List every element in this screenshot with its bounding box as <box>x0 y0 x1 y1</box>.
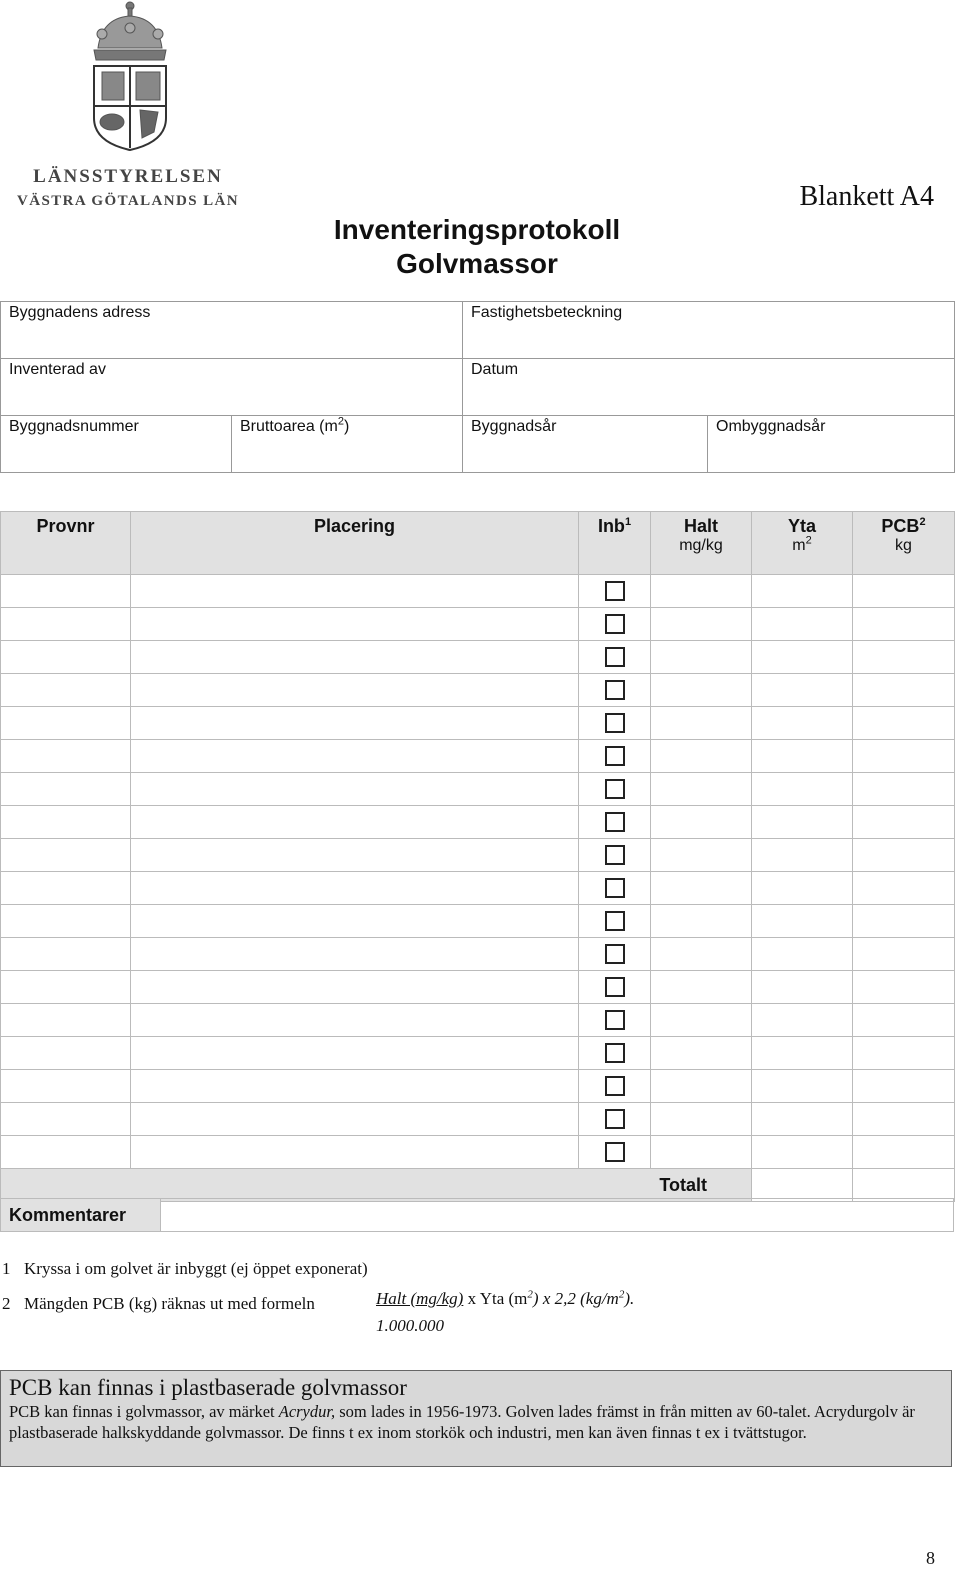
halt-cell[interactable] <box>651 1037 752 1070</box>
placering-cell[interactable] <box>131 1004 579 1037</box>
table-row <box>1 740 955 773</box>
pcb-formula: Halt (mg/kg) x Yta $(m^2)$ x 2,2 $(kg/m^2)$. <box>376 1288 635 1308</box>
placering-cell[interactable] <box>131 1070 579 1103</box>
yta-cell[interactable] <box>752 938 853 971</box>
yta-cell[interactable] <box>752 641 853 674</box>
provnr-cell[interactable] <box>1 1136 131 1169</box>
halt-cell[interactable] <box>651 872 752 905</box>
halt-cell[interactable] <box>651 938 752 971</box>
inb-cell[interactable] <box>579 905 651 938</box>
table-row <box>1 806 955 839</box>
col-provnr: Provnr <box>1 512 131 575</box>
table-row <box>1 707 955 740</box>
form-id: Blankett A4 <box>799 181 934 212</box>
table-row <box>1 575 955 608</box>
col-placering: Placering <box>131 512 579 575</box>
halt-cell[interactable] <box>651 839 752 872</box>
inb-checkbox[interactable] <box>605 680 625 700</box>
inb-checkbox[interactable] <box>605 944 625 964</box>
provnr-cell[interactable] <box>1 1070 131 1103</box>
pcb-cell[interactable] <box>853 872 955 905</box>
halt-cell[interactable] <box>651 674 752 707</box>
yta-cell[interactable] <box>752 1004 853 1037</box>
inb-cell[interactable] <box>579 839 651 872</box>
table-row <box>1 641 955 674</box>
inb-cell[interactable] <box>579 1103 651 1136</box>
inb-cell[interactable] <box>579 575 651 608</box>
col-yta: Yta $m^2$ <box>752 512 853 575</box>
inventoried-by-label: Inventerad av <box>9 361 106 378</box>
inb-checkbox[interactable] <box>605 779 625 799</box>
comments-field[interactable] <box>161 1199 954 1232</box>
built-year-field[interactable] <box>463 416 708 473</box>
pcb-cell[interactable] <box>853 905 955 938</box>
date-field[interactable] <box>463 359 955 416</box>
page-title <box>300 213 654 281</box>
yta-cell[interactable] <box>752 740 853 773</box>
col-inb: Inb$^1$ <box>579 512 651 575</box>
pcb-cell[interactable] <box>853 1037 955 1070</box>
info-box <box>0 1370 952 1467</box>
provnr-cell[interactable] <box>1 773 131 806</box>
inb-cell[interactable] <box>579 1037 651 1070</box>
provnr-cell[interactable] <box>1 674 131 707</box>
total-pcb-cell[interactable] <box>853 1169 955 1202</box>
inb-checkbox[interactable] <box>605 581 625 601</box>
inb-checkbox[interactable] <box>605 911 625 931</box>
logo-line1: LÄNSSTYRELSEN <box>33 166 223 187</box>
table-row <box>1 971 955 1004</box>
table-row <box>1 1037 955 1070</box>
inb-checkbox[interactable] <box>605 647 625 667</box>
yta-cell[interactable] <box>752 773 853 806</box>
provnr-cell[interactable] <box>1 971 131 1004</box>
provnr-cell[interactable] <box>1 938 131 971</box>
inb-checkbox[interactable] <box>605 1010 625 1030</box>
halt-cell[interactable] <box>651 707 752 740</box>
inb-checkbox[interactable] <box>605 1142 625 1162</box>
pcb-cell[interactable] <box>853 641 955 674</box>
yta-cell[interactable] <box>752 1070 853 1103</box>
provnr-cell[interactable] <box>1 1037 131 1070</box>
halt-cell[interactable] <box>651 1103 752 1136</box>
inb-cell[interactable] <box>579 872 651 905</box>
provnr-cell[interactable] <box>1 740 131 773</box>
placering-cell[interactable] <box>131 905 579 938</box>
inb-cell[interactable] <box>579 971 651 1004</box>
pcb-cell[interactable] <box>853 839 955 872</box>
built-year-label: Byggnadsår <box>471 418 557 435</box>
inb-cell[interactable] <box>579 1070 651 1103</box>
halt-cell[interactable] <box>651 1004 752 1037</box>
pcb-cell[interactable] <box>853 938 955 971</box>
comments-row <box>0 1198 954 1232</box>
halt-cell[interactable] <box>651 905 752 938</box>
table-row <box>1 1004 955 1037</box>
table-row <box>1 1070 955 1103</box>
col-halt: Halt mg/kg <box>651 512 752 575</box>
placering-cell[interactable] <box>131 806 579 839</box>
table-row <box>1 839 955 872</box>
provnr-cell[interactable] <box>1 839 131 872</box>
sample-table <box>0 511 955 1202</box>
placering-cell[interactable] <box>131 707 579 740</box>
placering-cell[interactable] <box>131 641 579 674</box>
pcb-cell[interactable] <box>853 575 955 608</box>
provnr-cell[interactable] <box>1 1004 131 1037</box>
provnr-cell[interactable] <box>1 872 131 905</box>
placering-cell[interactable] <box>131 938 579 971</box>
provnr-cell[interactable] <box>1 608 131 641</box>
inb-cell[interactable] <box>579 938 651 971</box>
provnr-cell[interactable] <box>1 575 131 608</box>
halt-cell[interactable] <box>651 773 752 806</box>
property-field[interactable] <box>463 302 955 359</box>
logo-line2: VÄSTRA GÖTALANDS LÄN <box>17 193 239 209</box>
halt-cell[interactable] <box>651 1136 752 1169</box>
yta-cell[interactable] <box>752 575 853 608</box>
provnr-cell[interactable] <box>1 905 131 938</box>
footnote-2: 2 Mängden PCB (kg) räknas ut med formeln <box>2 1294 315 1313</box>
placering-cell[interactable] <box>131 839 579 872</box>
pcb-cell[interactable] <box>853 1004 955 1037</box>
building-no-field[interactable] <box>1 416 232 473</box>
yta-cell[interactable] <box>752 971 853 1004</box>
inb-cell[interactable] <box>579 1004 651 1037</box>
table-row <box>1 905 955 938</box>
inb-cell[interactable] <box>579 707 651 740</box>
table-row <box>1 773 955 806</box>
building-no-label: Byggnadsnummer <box>9 418 139 435</box>
placering-cell[interactable] <box>131 1103 579 1136</box>
inb-checkbox[interactable] <box>605 1076 625 1096</box>
gross-area-close: ) <box>343 418 350 435</box>
yta-cell[interactable] <box>752 1037 853 1070</box>
halt-cell[interactable] <box>651 806 752 839</box>
provnr-cell[interactable] <box>1 707 131 740</box>
comments-label: Kommentarer <box>1 1199 161 1232</box>
yta-cell[interactable] <box>752 905 853 938</box>
pcb-cell[interactable] <box>853 1103 955 1136</box>
pcb-cell[interactable] <box>853 608 955 641</box>
yta-cell[interactable] <box>752 608 853 641</box>
inb-cell[interactable] <box>579 740 651 773</box>
rebuilt-year-field[interactable] <box>708 416 955 473</box>
pcb-cell[interactable] <box>853 773 955 806</box>
table-row <box>1 872 955 905</box>
halt-cell[interactable] <box>651 575 752 608</box>
yta-cell[interactable] <box>752 1103 853 1136</box>
inb-cell[interactable] <box>579 1136 651 1169</box>
inb-checkbox[interactable] <box>605 614 625 634</box>
placering-cell[interactable] <box>131 872 579 905</box>
provnr-cell[interactable] <box>1 641 131 674</box>
inb-cell[interactable] <box>579 674 651 707</box>
pcb-cell[interactable] <box>853 707 955 740</box>
table-row <box>1 938 955 971</box>
pcb-cell[interactable] <box>853 1136 955 1169</box>
yta-cell[interactable] <box>752 707 853 740</box>
pcb-cell[interactable] <box>853 806 955 839</box>
page-number: 8 <box>926 1548 935 1568</box>
address-label: Byggnadens adress <box>9 304 151 321</box>
total-row <box>1 1169 955 1202</box>
total-label: Totalt <box>1 1169 752 1202</box>
yta-cell[interactable] <box>752 872 853 905</box>
gross-area-label: Bruttoarea (m <box>240 418 338 435</box>
yta-cell[interactable] <box>752 806 853 839</box>
halt-cell[interactable] <box>651 1070 752 1103</box>
table-row <box>1 1103 955 1136</box>
pcb-cell[interactable] <box>853 674 955 707</box>
title-line2: Golvmassor <box>396 248 558 279</box>
inb-checkbox[interactable] <box>605 878 625 898</box>
table-row <box>1 608 955 641</box>
address-field[interactable] <box>1 302 463 359</box>
title-line1: Inventeringsprotokoll <box>333 214 621 245</box>
inventoried-by-field[interactable] <box>1 359 463 416</box>
gross-area-field[interactable] <box>232 416 463 473</box>
inb-checkbox[interactable] <box>605 845 625 865</box>
inb-cell[interactable] <box>579 641 651 674</box>
yta-cell[interactable] <box>752 1136 853 1169</box>
info-heading: PCB kan finnas i plastbaserade golvmassor <box>9 1375 407 1400</box>
info-text: PCB kan finnas i golvmassor, av märket Acrydur, som lades in 1956-1973. Golven lades främst in från mitten av 60-talet. Acrydurgolv är plastbaserade halkskyddande golvmassor. De finns t ex inom storkök och industri, men kan även finnas t ex i tvättstugor. <box>9 1402 915 1442</box>
rebuilt-year-label: Ombyggnadsår <box>716 418 826 435</box>
placering-cell[interactable] <box>131 608 579 641</box>
placering-cell[interactable] <box>131 674 579 707</box>
halt-cell[interactable] <box>651 608 752 641</box>
inb-cell[interactable] <box>579 806 651 839</box>
halt-cell[interactable] <box>651 971 752 1004</box>
inb-checkbox[interactable] <box>605 746 625 766</box>
yta-cell[interactable] <box>752 839 853 872</box>
placering-cell[interactable] <box>131 1037 579 1070</box>
placering-cell[interactable] <box>131 740 579 773</box>
inb-checkbox[interactable] <box>605 977 625 997</box>
col-pcb: PCB$^2$ kg <box>853 512 955 575</box>
inb-checkbox[interactable] <box>605 1109 625 1129</box>
gross-area-sup: 2 <box>337 415 344 428</box>
halt-cell[interactable] <box>651 641 752 674</box>
footnote-1: 1 Kryssa i om golvet är inbyggt (ej öppet exponerat) <box>2 1259 368 1278</box>
formula-denominator: 1.000.000 <box>376 1316 444 1335</box>
inb-cell[interactable] <box>579 608 651 641</box>
table-row <box>1 674 955 707</box>
pcb-cell[interactable] <box>853 971 955 1004</box>
placering-cell[interactable] <box>131 1136 579 1169</box>
pcb-cell[interactable] <box>853 1070 955 1103</box>
pcb-cell[interactable] <box>853 740 955 773</box>
building-info-table <box>0 301 955 473</box>
provnr-cell[interactable] <box>1 1103 131 1136</box>
total-yta-cell[interactable] <box>752 1169 853 1202</box>
property-label: Fastighetsbeteckning <box>471 304 623 321</box>
provnr-cell[interactable] <box>1 806 131 839</box>
placering-cell[interactable] <box>131 971 579 1004</box>
inb-checkbox[interactable] <box>605 1043 625 1063</box>
inb-checkbox[interactable] <box>605 812 625 832</box>
halt-cell[interactable] <box>651 740 752 773</box>
placering-cell[interactable] <box>131 575 579 608</box>
placering-cell[interactable] <box>131 773 579 806</box>
date-label: Datum <box>471 361 519 378</box>
inb-cell[interactable] <box>579 773 651 806</box>
inb-checkbox[interactable] <box>605 713 625 733</box>
table-row <box>1 1136 955 1169</box>
yta-cell[interactable] <box>752 674 853 707</box>
